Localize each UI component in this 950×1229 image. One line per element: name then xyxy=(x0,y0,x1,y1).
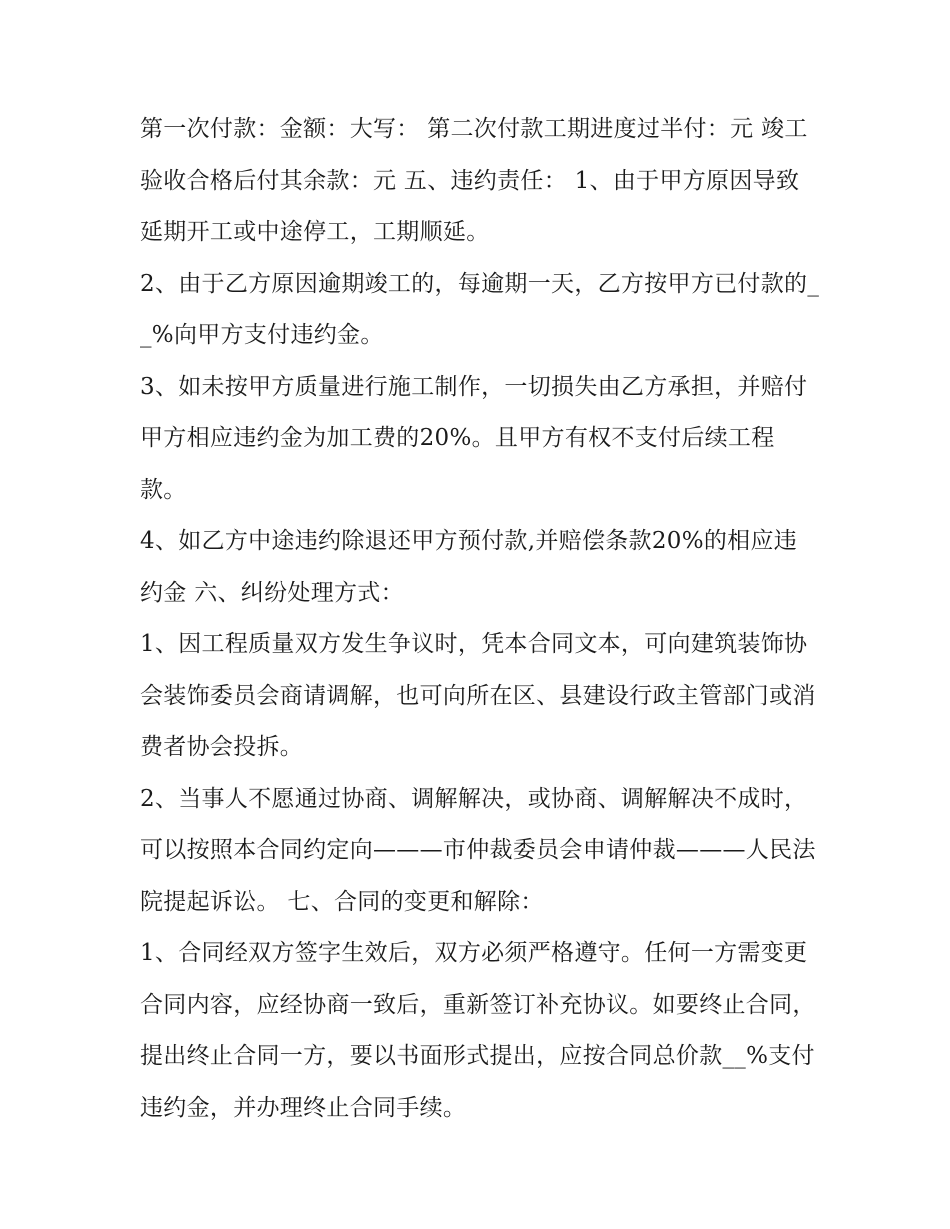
paragraph-dispute-2: 2、当事人不愿通过协商、调解解决，或协商、调解解决不成时，可以按照本合同约定向———市仲裁委员会申请仲裁———人民法院提起诉讼。 七、合同的变更和解除： xyxy=(140,785,816,915)
document-body xyxy=(140,104,820,1134)
paragraph-contract-change-1: 1、合同经双方签字生效后，双方必须严格遵守。任何一方需变更合同内容，应经协商一致后，重新签订补充协议。如要终止合同，提出终止合同一方，要以书面形式提出，应按合同总价款__%支付违约金，并办理终止合同手续。 xyxy=(140,940,816,1121)
paragraph-payment-terms: 第一次付款：金额：大写： 第二次付款工期进度过半付：元 竣工验收合格后付其余款：元 五、违约责任： 1、由于甲方原因导致延期开工或中途停工，工期顺延。 xyxy=(140,116,808,245)
paragraph-clause-4-breach: 4、如乙方中途违约除退还甲方预付款,并赔偿条款20%的相应违约金 六、纠纷处理方式： xyxy=(140,528,798,606)
paragraph-clause-3-quality: 3、如未按甲方质量进行施工制作，一切损失由乙方承担，并赔付甲方相应违约金为加工费的20%。且甲方有权不支付后续工程款。 xyxy=(140,373,808,503)
paragraph-dispute-1: 1、因工程质量双方发生争议时，凭本合同文本，可向建筑装饰协会装饰委员会商请调解，也可向所在区、县建设行政主管部门或消费者协会投拆。 xyxy=(140,631,816,760)
paragraph-clause-2-late-completion: 2、由于乙方原因逾期竣工的，每逾期一天，乙方按甲方已付款的__%向甲方支付违约金。 xyxy=(140,270,820,348)
